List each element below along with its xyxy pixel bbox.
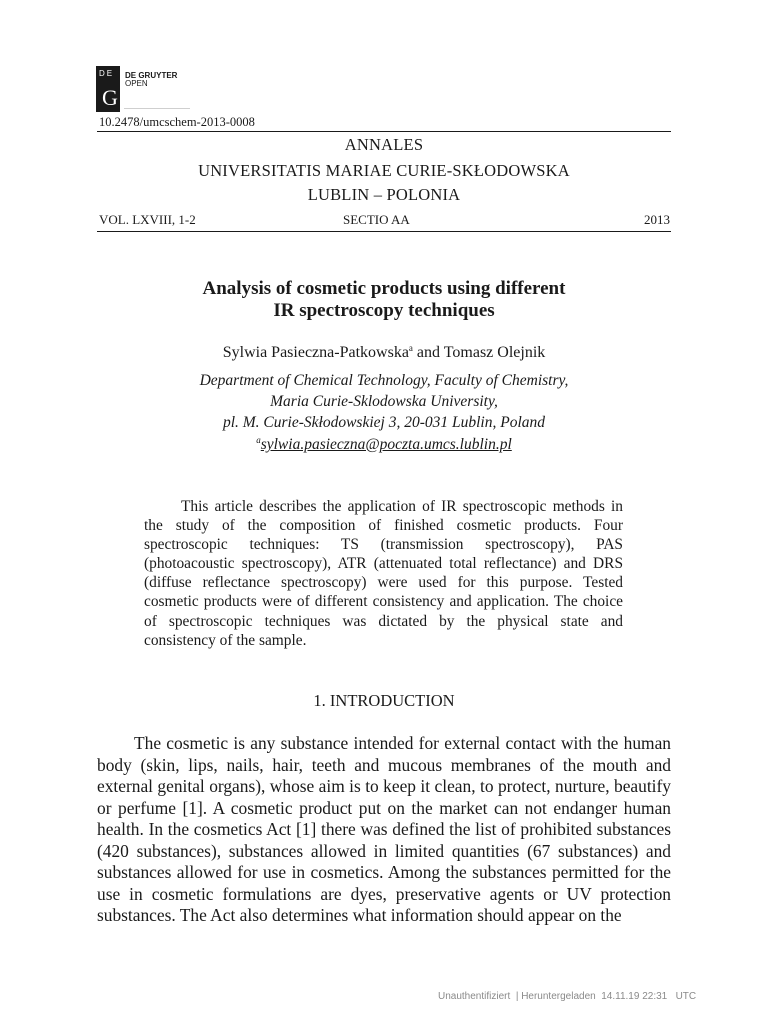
publisher-name-text: DE GRUYTER bbox=[125, 71, 178, 80]
publication-year: 2013 bbox=[644, 212, 670, 227]
logo-divider bbox=[124, 108, 190, 109]
email-mark: a bbox=[256, 435, 261, 445]
abstract: This article describes the application of IR spectroscopic methods in the study of the composition of finished cosmetic products. Four spectroscopic techniques: TS (transmission spectroscopy), PAS (photoacoustic spectroscopy), ATR (attenuated total reflectance) and DRS (diffuse reflectance spectroscopy) were used for this purpose. Tested cosmetic products were of different consistency and application. The choice of spectroscopic techniques was dictated by the physical state and consistency of the sample. bbox=[144, 498, 623, 649]
section-heading: 1. INTRODUCTION bbox=[313, 691, 455, 710]
author-list bbox=[97, 343, 671, 362]
affiliation-line2: Maria Curie-Sklodowska University, bbox=[270, 393, 498, 410]
journal-section: SECTIO AA bbox=[343, 212, 410, 227]
header-top-rule bbox=[97, 131, 671, 132]
journal-name-line1: ANNALES bbox=[344, 135, 424, 154]
publisher-imprint-text: OPEN bbox=[125, 79, 148, 88]
email-link[interactable]: sylwia.pasieczna@poczta.umcs.lublin.pl bbox=[260, 436, 512, 453]
header-bottom-rule bbox=[97, 231, 671, 232]
affiliation-line1: Department of Chemical Technology, Faculty of Chemistry, bbox=[199, 372, 569, 389]
corresponding-email bbox=[97, 435, 671, 454]
download-footer: Unauthentifiziert | Heruntergeladen 14.11.19 22:31 UTC bbox=[438, 991, 697, 1002]
affiliation-address: pl. M. Curie-Skłodowskiej 3, 20-031 Lublin, Poland bbox=[222, 414, 546, 431]
journal-location: LUBLIN – POLONIA bbox=[307, 185, 461, 204]
author-affiliation-mark: a bbox=[408, 343, 413, 353]
doi: 10.2478/umcschem-2013-0008 bbox=[99, 115, 255, 129]
publisher-name bbox=[125, 72, 177, 88]
volume-number: VOL. LXVIII, 1-2 bbox=[99, 212, 196, 227]
publisher-logo bbox=[96, 66, 120, 112]
introduction-paragraph: The cosmetic is any substance intended for external contact with the human body (skin, lips, nails, hair, teeth and mucous membranes of the mouth and external genital organs), whose aim is to keep it clean, to protect, nurture, beautify or perfume [1]. A cosmetic product put on the market can not endanger human health. In the cosmetics Act [1] there was defined the list of prohibited substances (420 substances), substances allowed in limited quantities (67 substances) and substances allowed for use in cosmetics. Among the substances permitted for the use in cosmetic formulations are dyes, preservative agents or UV protection substances. The Act also determines what information should appear on the bbox=[97, 733, 671, 925]
article-title-line2: IR spectroscopy techniques bbox=[273, 300, 495, 321]
coauthor-name: and Tomasz Olejnik bbox=[412, 344, 546, 361]
author-name: Sylwia Pasieczna-Patkowska bbox=[222, 344, 409, 361]
logo-text-top: DE bbox=[99, 69, 115, 78]
article-title-line1: Analysis of cosmetic products using different bbox=[202, 278, 566, 299]
logo-text-bottom: G bbox=[102, 85, 118, 110]
journal-name-line2: UNIVERSITATIS MARIAE CURIE-SKŁODOWSKA bbox=[198, 161, 570, 180]
